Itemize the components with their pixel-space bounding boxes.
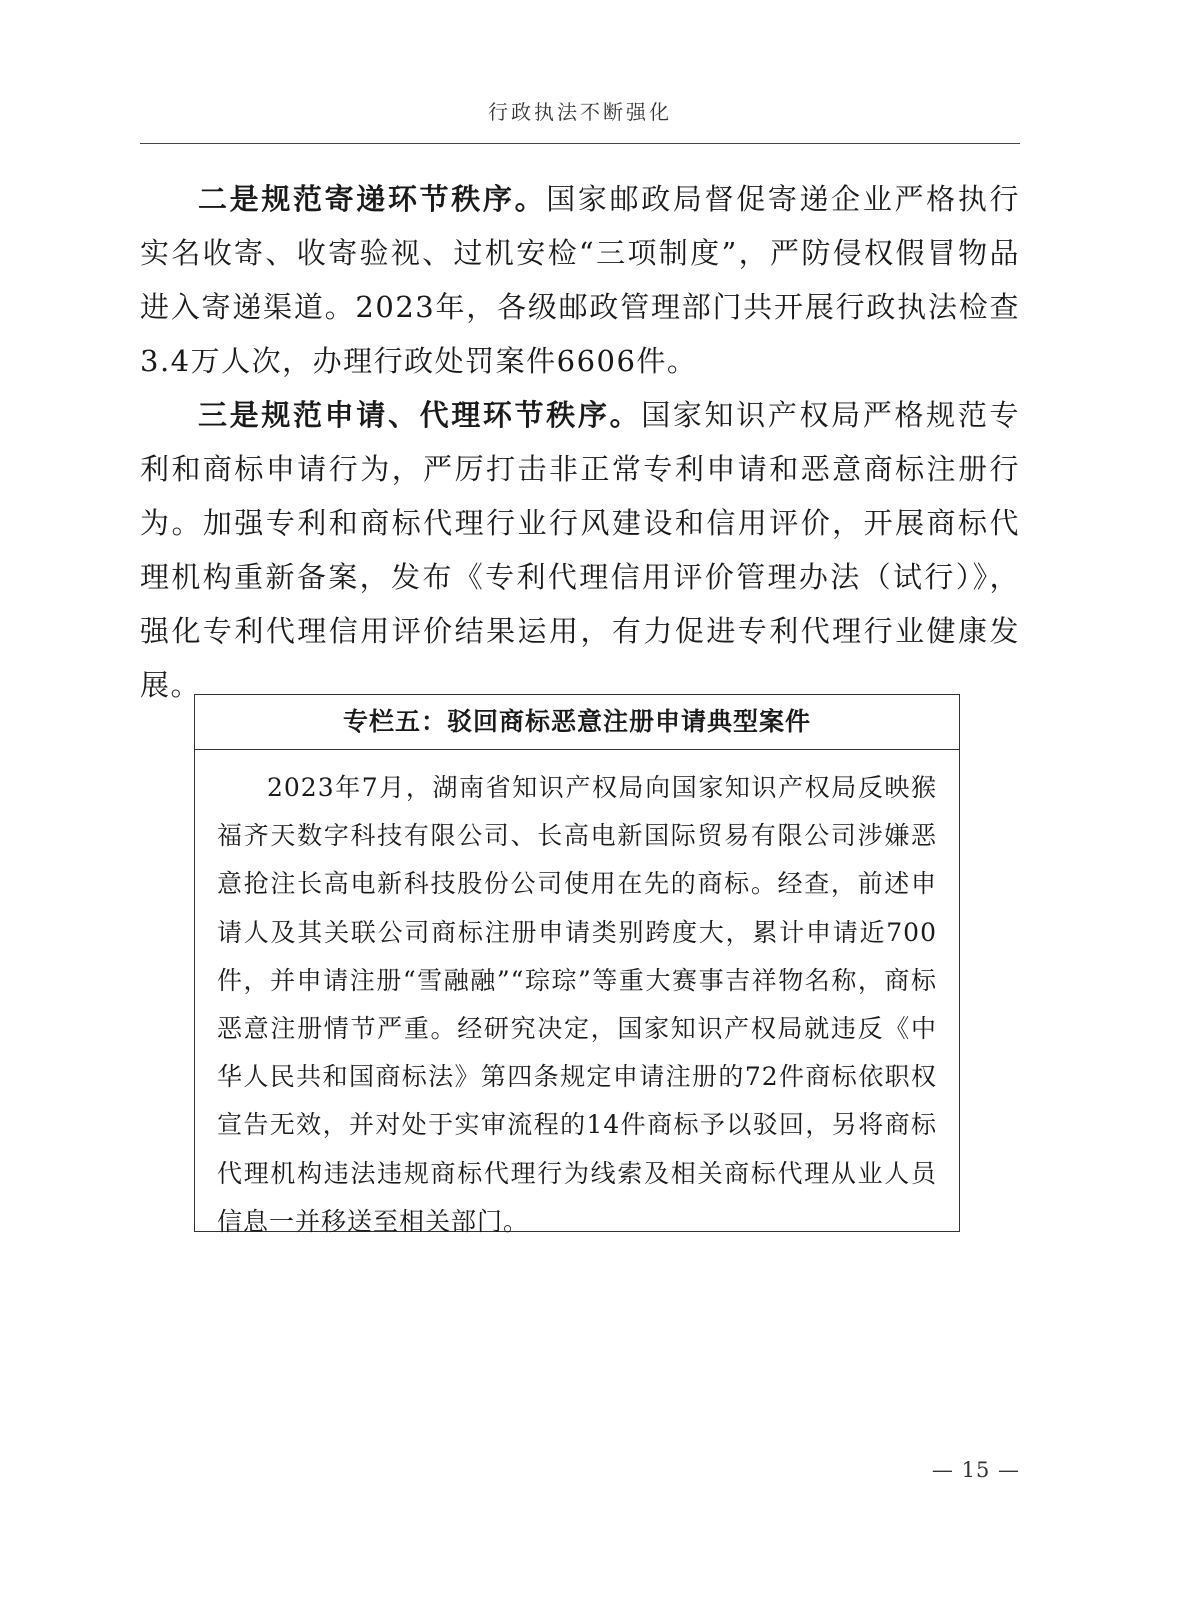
sidebar-column-box — [194, 694, 960, 1236]
paragraph-text: 国家邮政局督促寄递企业严格执行实名收寄、收寄验视、过机安检“三项制度”，严防侵权假冒物品进入寄递渠道。2023年，各级邮政管理部门共开展行政执法检查3.4万人次，办理行政处罚案件6606件。 — [140, 182, 1020, 378]
main-body — [140, 172, 1020, 712]
paragraph-lead: 二是规范寄递环节秩序。 — [198, 182, 547, 216]
paragraph-postal — [140, 172, 1020, 388]
paragraph-ip-agency — [140, 388, 1020, 712]
column-body: 2023年7月，湖南省知识产权局向国家知识产权局反映猴福齐天数字科技有限公司、长高电新国际贸易有限公司涉嫌恶意抢注长高电新科技股份公司使用在先的商标。经查，前述申请人及其关联公司商标注册申请类别跨度大，累计申请近700件，并申请注册“雪融融”“琮琮”等重大赛事吉祥物名称，商标恶意注册情节严重。经研究决定，国家知识产权局就违反《中华人民共和国商标法》第四条规定申请注册的72件商标依职权宣告无效，并对处于实审流程的14件商标予以驳回，另将商标代理机构违法违规商标代理行为线索及相关商标代理从业人员信息一并移送至相关部门。 — [217, 773, 937, 1236]
column-title: 专栏五：驳回商标恶意注册申请典型案件 — [195, 695, 959, 750]
running-header: 行政执法不断强化 — [488, 100, 672, 124]
paragraph-text: 国家知识产权局严格规范专利和商标申请行为，严厉打击非正常专利申请和恶意商标注册行为。加强专利和商标代理行业行风建设和信用评价，开展商标代理机构重新备案，发布《专利代理信用评价管理办法（试行）》，强化专利代理信用评价结果运用，有力促进专利代理行业健康发展。 — [140, 398, 1020, 702]
page-number: — 15 — — [931, 1458, 1020, 1482]
header-rule — [140, 143, 1020, 144]
paragraph-lead: 三是规范申请、代理环节秩序。 — [198, 398, 642, 432]
